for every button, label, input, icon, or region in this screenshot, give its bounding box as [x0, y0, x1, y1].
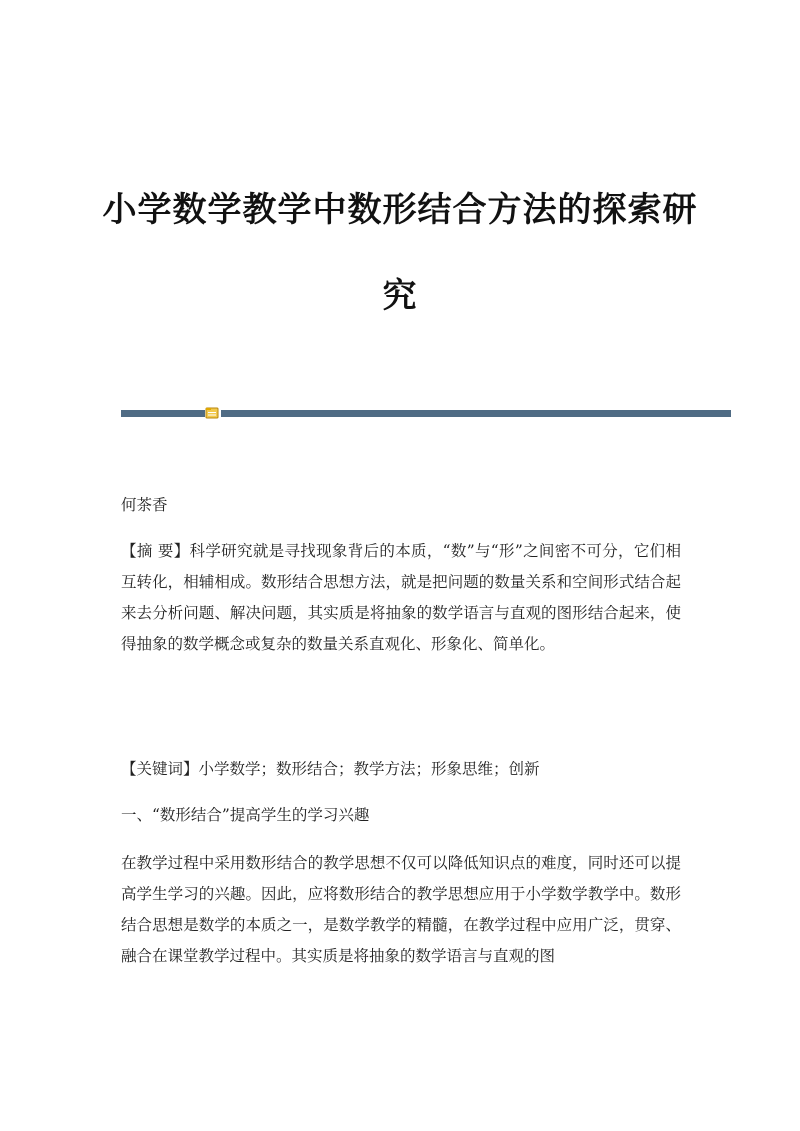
keywords-label: 【关键词】	[121, 760, 199, 778]
section-heading: 一、“数形结合”提高学生的学习兴趣	[121, 806, 370, 824]
author: 何茶香	[121, 496, 168, 514]
abstract-label: 【摘 要】	[121, 542, 190, 560]
keywords-paragraph	[121, 754, 681, 785]
abstract-text: 科学研究就是寻找现象背后的本质，“数”与“形”之间密不可分，它们相互转化，相辅相成。数形结合思想方法，就是把问题的数量关系和空间形式结合起来去分析问题、解决问题，其实质是将抽象的数学语言与直观的图形结合起来，使得抽象的数学概念或复杂的数量关系直观化、形象化、简单化。	[121, 542, 681, 653]
title-line-1: 小学数学教学中数形结合方法的探索研	[102, 190, 698, 230]
title-line-2: 究	[382, 276, 418, 316]
folder-icon	[205, 406, 219, 419]
body-paragraph: 在教学过程中采用数形结合的教学思想不仅可以降低知识点的难度，同时还可以提高学生学习的兴趣。因此，应将数形结合的教学思想应用于小学数学教学中。数形结合思想是数学的本质之一，是数学教学的精髓，在教学过程中应用广泛，贯穿、融合在课堂教学过程中。其实质是将抽象的数学语言与直观的图	[121, 854, 681, 965]
divider-left	[121, 410, 205, 417]
keywords-text: 小学数学；数形结合；教学方法；形象思维；创新	[198, 760, 540, 778]
divider-right	[221, 410, 731, 417]
abstract-paragraph	[121, 536, 681, 660]
